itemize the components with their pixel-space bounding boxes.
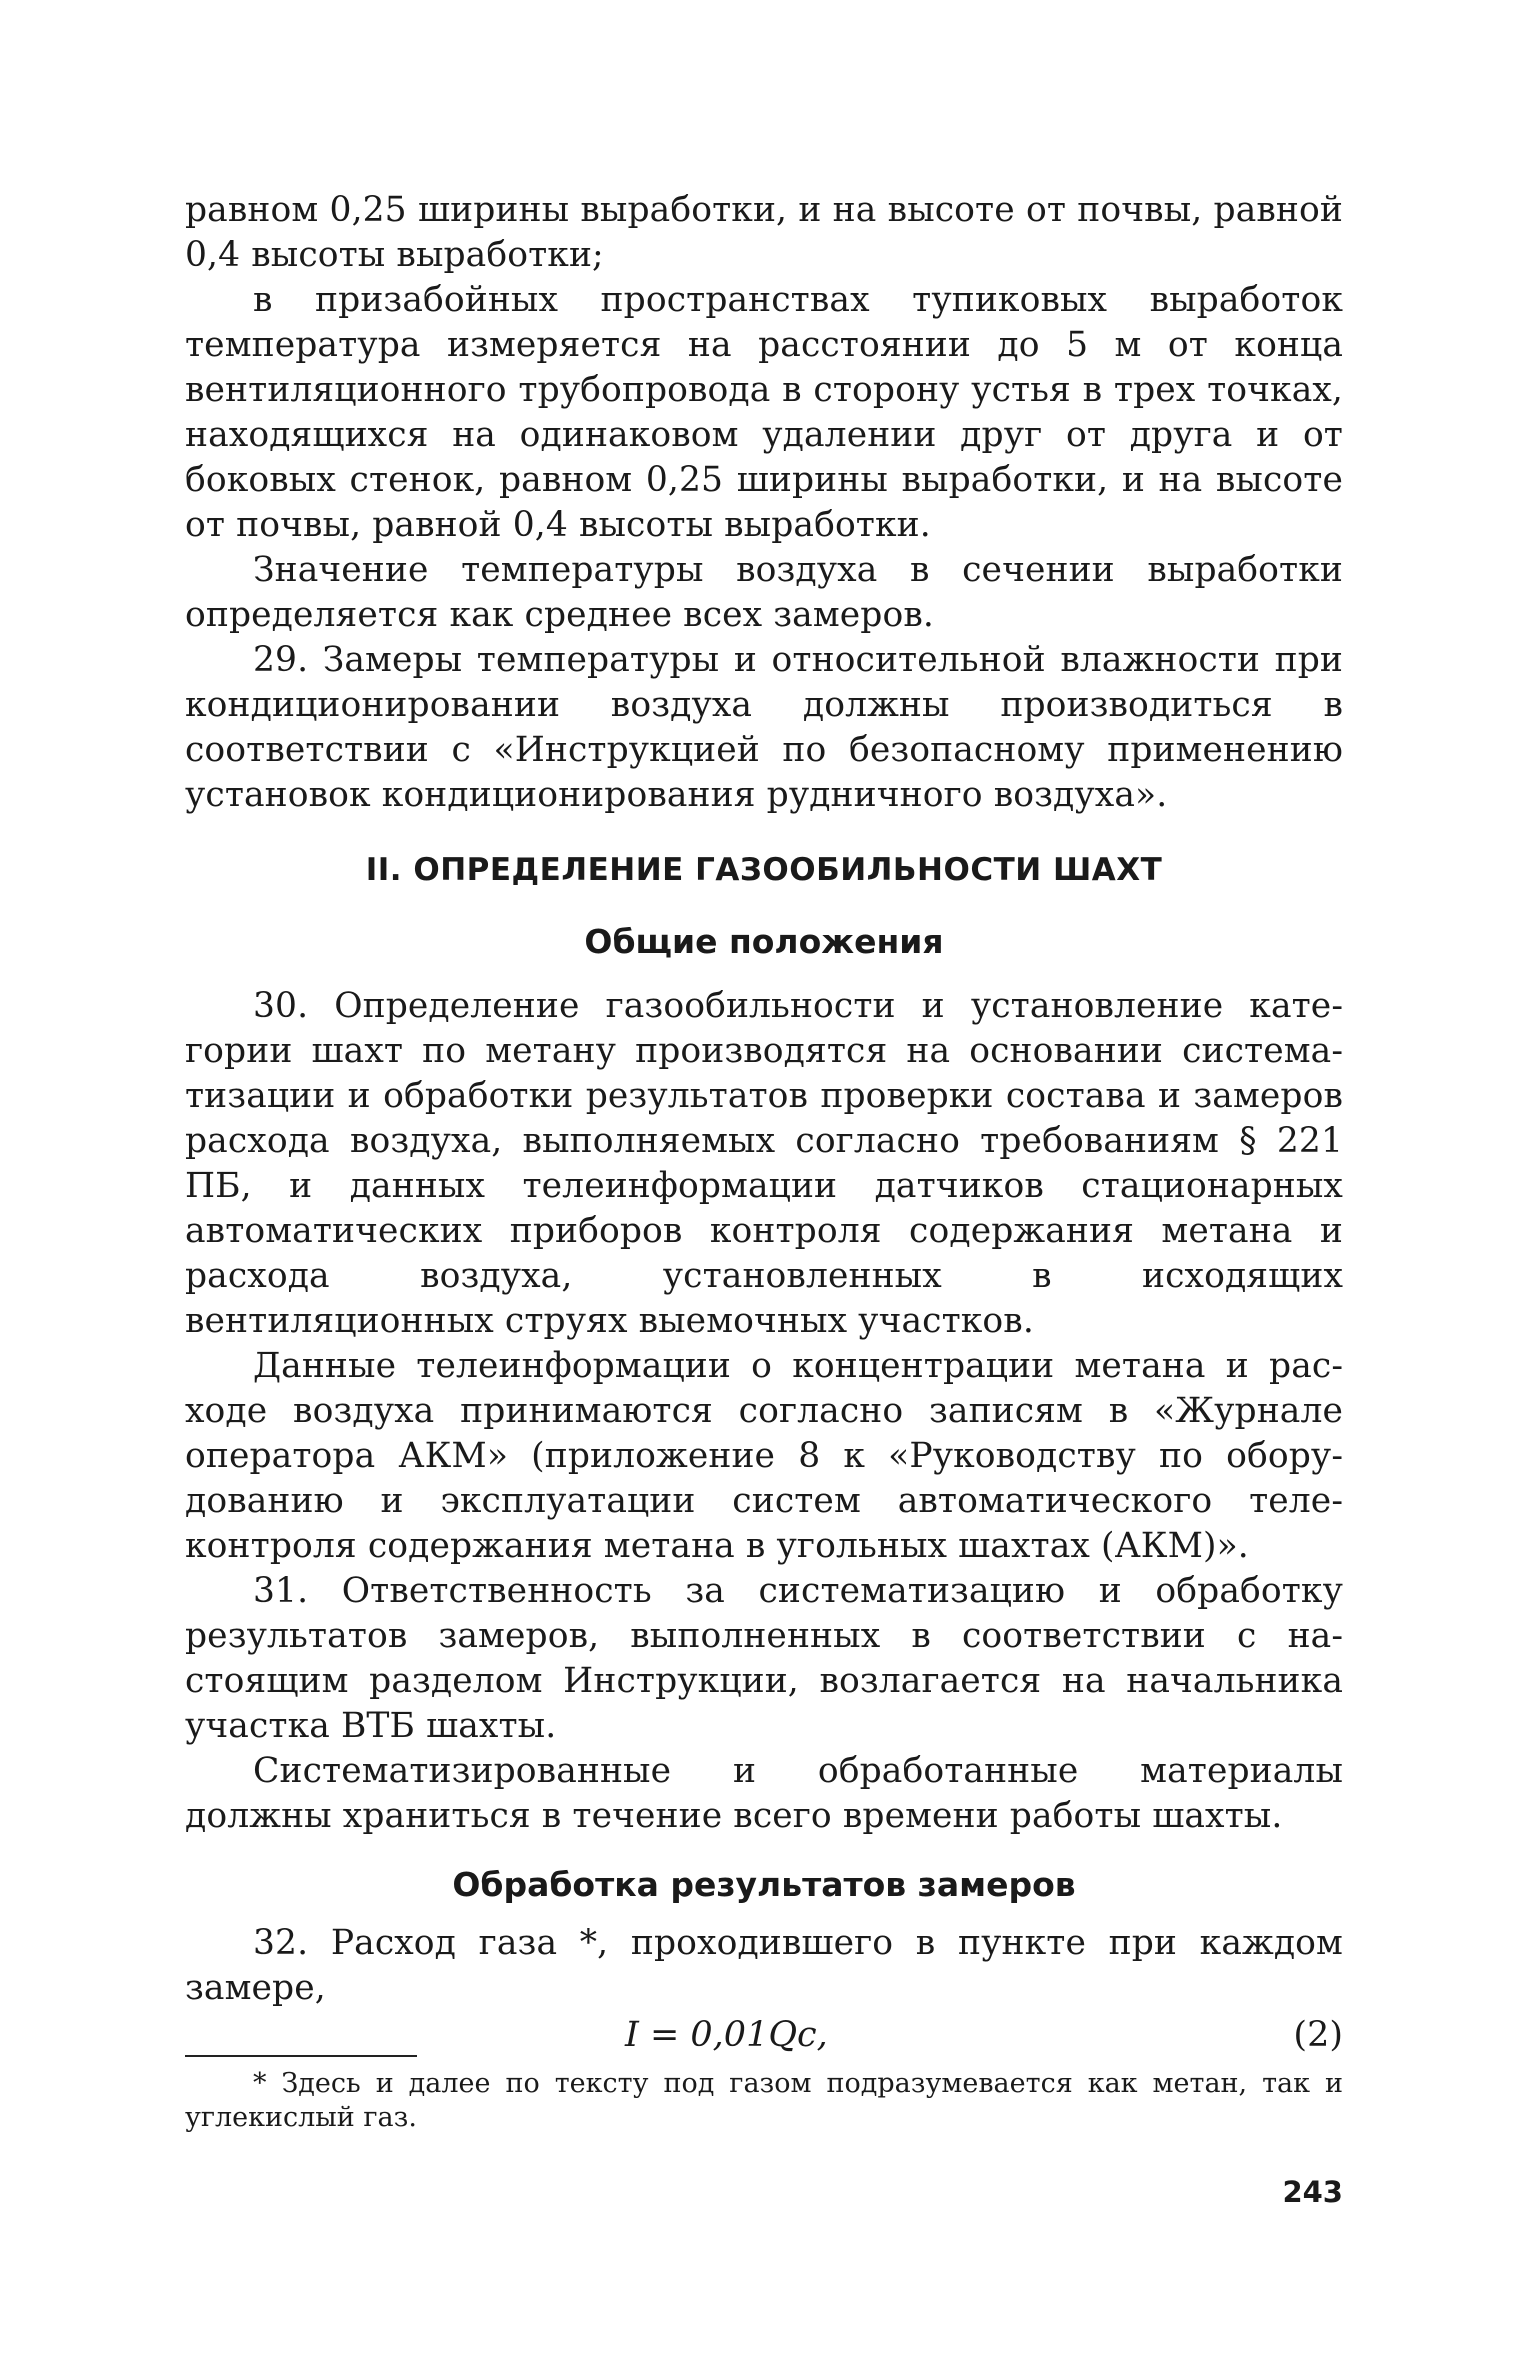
page-number-row xyxy=(185,2175,1343,2215)
section-heading-processing: Обработка результатов замеров xyxy=(452,1865,1076,1904)
formula-expression: I = 0,01Qc, xyxy=(625,2015,828,2055)
page-number: 243 xyxy=(1282,2175,1343,2209)
top-paragraphs xyxy=(185,188,1343,818)
body-paragraph: Данные телеинформации о концентрации метана и расходе воздуха принимаются согласно записям в «Журнале оператора АКМ» (приложение 8 к «Руководству по оборудованию и эксплуатации систем автоматического телеконтроля содержания метана в угольных шахтах (АКМ)». xyxy=(185,1346,1343,1566)
footnote: * Здесь и далее по тексту под газом подразумевается как метан, так и углекислый газ. xyxy=(185,2068,1343,2133)
formula-number: (2) xyxy=(1293,2015,1343,2055)
body-paragraph: 29. Замеры температуры и относительной влажности при кондиционировании воздуха должны производиться в соответствии с «Инструкцией по безопасному применению установок кондиционирования рудничного воздуха». xyxy=(185,640,1343,815)
body-paragraph: Систематизированные и обработанные материалы должны храниться в течение всего времени работы шахты. xyxy=(185,1751,1343,1836)
body-paragraph: в призабойных пространствах тупиковых выработок температура измеряется на расстоянии до 5 м от конца вентиляционного трубопровода в сторону устья в трех точках, находящихся на одинаковом удалении друг от друга и от боковых стенок, равном 0,25 ширины выработки, и на высоте от почвы, равной 0,4 высоты выработки. xyxy=(185,280,1343,545)
section-heading-general: Общие положения xyxy=(584,922,944,961)
body-paragraph: равном 0,25 ширины выработки, и на высоте от почвы, равной 0,4 высоты выработки; xyxy=(185,190,1343,275)
paragraph-32: 32. Расход газа *, проходившего в пункте при каждом замере, xyxy=(185,1923,1343,2008)
footnote-divider xyxy=(185,2055,417,2057)
document-page xyxy=(185,188,1343,2215)
formula-row xyxy=(185,2011,1343,2059)
body-paragraph: 30. Определение газообильности и установление категории шахт по метану производятся на основании систематизации и обработки результатов проверки состава и замеров расхода воздуха, выполняемых согласно требованиям § 221 ПБ, и данных телеинформации датчиков стационарных автоматических приборов контроля содержания метана и расхода воздуха, установленных в исходящих вентиляционных струях выемочных участков. xyxy=(185,986,1343,1341)
body-paragraph: Значение температуры воздуха в сечении выработки определяется как среднее всех замеров. xyxy=(185,550,1343,635)
section-general-paragraphs xyxy=(185,984,1343,1839)
body-paragraph: 31. Ответственность за систематизацию и обработку результатов замеров, выполненных в соответствии с настоящим разделом Инструкции, возлагается на начальника участка ВТБ шахты. xyxy=(185,1571,1343,1746)
chapter-heading: II. ОПРЕДЕЛЕНИЕ ГАЗООБИЛЬНОСТИ ШАХТ xyxy=(365,852,1163,888)
